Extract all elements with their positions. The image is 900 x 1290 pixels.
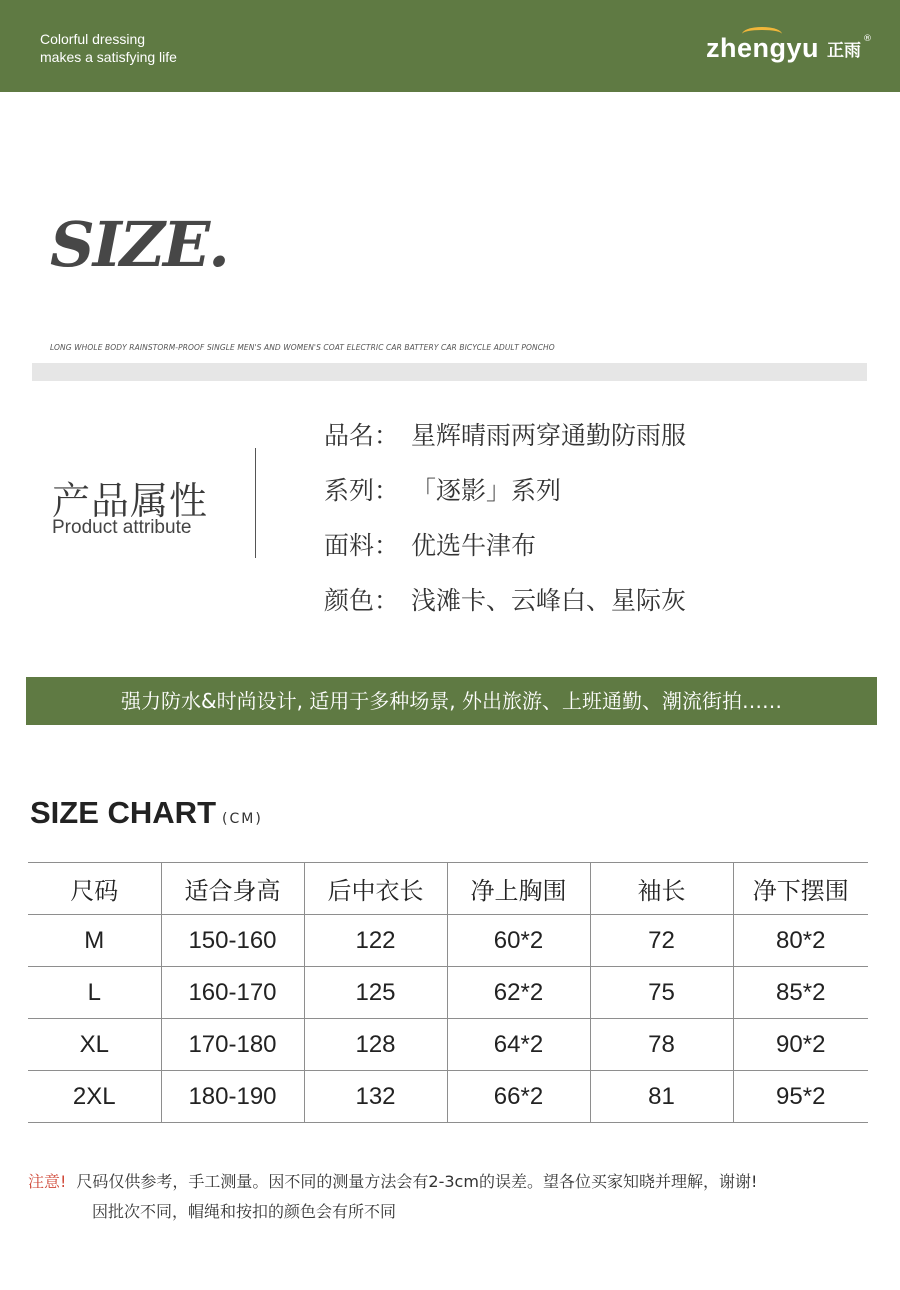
attribute-key: 颜色： [324,586,400,615]
brand-latin-text: zhengyu [705,32,819,63]
size-chart-unit: (CM) [222,811,263,827]
attribute-value: 优选牛津布 [411,531,537,560]
table-cell: 160-170 [161,967,304,1019]
table-cell: 78 [590,1019,733,1071]
table-header-row [28,863,868,915]
attribute-value: 浅滩卡、云峰白、星际灰 [411,586,687,615]
table-cell: 170-180 [161,1019,304,1071]
table-cell: 2XL [28,1071,161,1123]
table-cell: L [28,967,161,1019]
table-row [28,1019,868,1071]
brand-latin [706,33,819,64]
attribute-subtitle: Product attribute [52,517,192,538]
table-cell: 66*2 [447,1071,590,1123]
table-cell: 150-160 [161,915,304,967]
table-cell: 64*2 [447,1019,590,1071]
table-cell: 128 [304,1019,447,1071]
product-subline: LONG WHOLE BODY RAINSTORM-PROOF SINGLE MEN'S AND WOMEN'S COAT ELECTRIC CAR BATTERY CAR BICYCLE ADULT PONCHO [50,343,555,352]
table-cell: M [28,915,161,967]
note-line2: 因批次不同，帽绳和按扣的颜色会有所不同 [92,1202,397,1221]
table-cell: 85*2 [733,967,868,1019]
table-cell: 72 [590,915,733,967]
brand-logo [706,28,872,68]
note-line1 [28,1167,757,1197]
table-row [28,915,868,967]
column-header-length: 后中衣长 [304,863,447,915]
tagline-line2: makes a satisfying life [40,49,177,65]
feature-banner: 强力防水&时尚设计, 适用于多种场景, 外出旅游、上班通勤、潮流街拍…… [26,677,877,725]
table-cell: 81 [590,1071,733,1123]
header-banner [0,0,900,92]
size-chart-heading [30,795,263,831]
attribute-value: 星辉晴雨两穿通勤防雨服 [411,421,687,450]
tagline [40,30,177,66]
column-header-hem: 净下摆围 [733,863,868,915]
table-cell: 90*2 [733,1019,868,1071]
table-cell: 95*2 [733,1071,868,1123]
attribute-key: 系列： [324,476,400,505]
table-cell: 122 [304,915,447,967]
table-cell: 75 [590,967,733,1019]
attribute-row-fabric [324,528,686,583]
size-title: SIZE. [50,208,228,281]
table-cell: XL [28,1019,161,1071]
attribute-key: 面料： [324,531,400,560]
table-row [28,1071,868,1123]
attribute-title: 产品属性 [52,479,209,523]
attribute-list [324,418,686,638]
attribute-row-name [324,418,686,473]
table-cell: 125 [304,967,447,1019]
brand-cn: 正雨 [827,40,861,61]
column-header-height: 适合身高 [161,863,304,915]
size-chart-title: SIZE CHART [30,795,216,830]
attribute-value: 「逐影」系列 [411,476,562,505]
column-header-size: 尺码 [28,863,161,915]
size-table [28,862,868,1123]
registered-mark: ® [863,34,872,44]
brand-arc-icon [742,27,782,41]
tagline-line1: Colorful dressing [40,31,146,47]
column-header-sleeve: 袖长 [590,863,733,915]
table-cell: 62*2 [447,967,590,1019]
attribute-key: 品名： [324,421,400,450]
section-divider-bar [32,363,867,381]
table-cell: 80*2 [733,915,868,967]
attribute-row-color [324,583,686,638]
attribute-row-series [324,473,686,528]
size-note [28,1167,757,1227]
table-row [28,967,868,1019]
table-cell: 132 [304,1071,447,1123]
table-cell: 180-190 [161,1071,304,1123]
note-text1: 尺码仅供参考，手工测量。因不同的测量方法会有2-3cm的误差。望各位买家知晓并理解，谢谢! [76,1172,758,1191]
column-header-chest: 净上胸围 [447,863,590,915]
table-cell: 60*2 [447,915,590,967]
warning-label: 注意! [28,1172,67,1191]
attribute-divider [255,448,256,558]
